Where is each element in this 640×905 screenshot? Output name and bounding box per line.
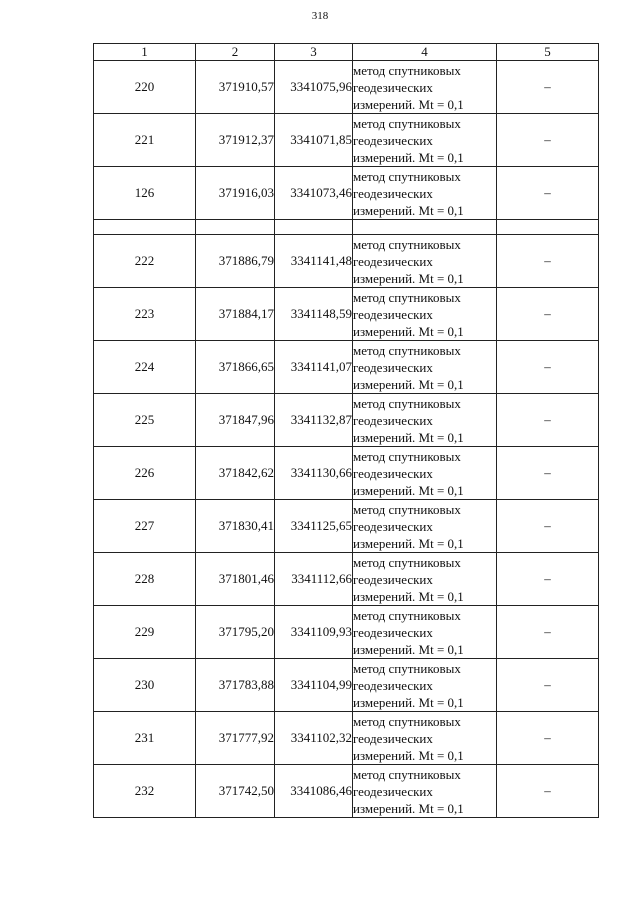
y-coordinate-cell: 3341109,93 bbox=[275, 606, 353, 659]
x-coordinate-cell: 371801,46 bbox=[196, 553, 275, 606]
blank-row bbox=[94, 220, 599, 235]
method-line: измерений. Mt = 0,1 bbox=[353, 694, 464, 710]
note-cell: – bbox=[497, 235, 599, 288]
point-number-cell: 223 bbox=[94, 288, 196, 341]
table-row bbox=[94, 553, 599, 606]
method-cell bbox=[353, 61, 497, 114]
x-coordinate-cell: 371842,62 bbox=[196, 447, 275, 500]
blank-cell bbox=[497, 220, 599, 235]
method-cell bbox=[353, 606, 497, 659]
method-line: измерений. Mt = 0,1 bbox=[353, 535, 464, 551]
header-cell-4: 4 bbox=[353, 44, 497, 61]
method-line: метод спутниковых bbox=[353, 289, 461, 305]
y-coordinate-cell: 3341073,46 bbox=[275, 167, 353, 220]
method-line: метод спутниковых bbox=[353, 236, 461, 252]
note-cell: – bbox=[497, 61, 599, 114]
x-coordinate-cell: 371866,65 bbox=[196, 341, 275, 394]
point-number-cell: 231 bbox=[94, 712, 196, 765]
point-number-cell: 224 bbox=[94, 341, 196, 394]
note-cell: – bbox=[497, 447, 599, 500]
method-line: измерений. Mt = 0,1 bbox=[353, 747, 464, 763]
method-line: измерений. Mt = 0,1 bbox=[353, 270, 464, 286]
method-cell bbox=[353, 394, 497, 447]
note-cell: – bbox=[497, 114, 599, 167]
x-coordinate-cell: 371795,20 bbox=[196, 606, 275, 659]
point-number-cell: 227 bbox=[94, 500, 196, 553]
point-number-cell: 225 bbox=[94, 394, 196, 447]
header-cell-1: 1 bbox=[94, 44, 196, 61]
note-cell: – bbox=[497, 341, 599, 394]
method-line: измерений. Mt = 0,1 bbox=[353, 376, 464, 392]
x-coordinate-cell: 371777,92 bbox=[196, 712, 275, 765]
table-row bbox=[94, 235, 599, 288]
method-line: геодезических bbox=[353, 677, 433, 693]
method-line: геодезических bbox=[353, 185, 433, 201]
header-row bbox=[94, 44, 599, 61]
method-line: геодезических bbox=[353, 306, 433, 322]
x-coordinate-cell: 371742,50 bbox=[196, 765, 275, 818]
note-cell: – bbox=[497, 288, 599, 341]
y-coordinate-cell: 3341132,87 bbox=[275, 394, 353, 447]
blank-cell bbox=[196, 220, 275, 235]
y-coordinate-cell: 3341148,59 bbox=[275, 288, 353, 341]
method-line: геодезических bbox=[353, 624, 433, 640]
blank-cell bbox=[94, 220, 196, 235]
y-coordinate-cell: 3341104,99 bbox=[275, 659, 353, 712]
method-line: геодезических bbox=[353, 465, 433, 481]
x-coordinate-cell: 371884,17 bbox=[196, 288, 275, 341]
table-row bbox=[94, 394, 599, 447]
x-coordinate-cell: 371847,96 bbox=[196, 394, 275, 447]
method-line: метод спутниковых bbox=[353, 713, 461, 729]
point-number-cell: 228 bbox=[94, 553, 196, 606]
method-cell bbox=[353, 341, 497, 394]
method-line: измерений. Mt = 0,1 bbox=[353, 149, 464, 165]
method-line: геодезических bbox=[353, 571, 433, 587]
header-cell-2: 2 bbox=[196, 44, 275, 61]
method-line: геодезических bbox=[353, 518, 433, 534]
note-cell: – bbox=[497, 553, 599, 606]
coordinates-table bbox=[93, 43, 599, 818]
method-line: метод спутниковых bbox=[353, 62, 461, 78]
y-coordinate-cell: 3341141,07 bbox=[275, 341, 353, 394]
method-line: метод спутниковых bbox=[353, 395, 461, 411]
method-line: геодезических bbox=[353, 359, 433, 375]
method-line: метод спутниковых bbox=[353, 342, 461, 358]
method-line: измерений. Mt = 0,1 bbox=[353, 800, 464, 816]
table-row bbox=[94, 500, 599, 553]
method-line: метод спутниковых bbox=[353, 766, 461, 782]
y-coordinate-cell: 3341125,65 bbox=[275, 500, 353, 553]
method-line: метод спутниковых bbox=[353, 168, 461, 184]
method-cell bbox=[353, 712, 497, 765]
method-cell bbox=[353, 167, 497, 220]
table-row bbox=[94, 447, 599, 500]
method-line: геодезических bbox=[353, 412, 433, 428]
point-number-cell: 221 bbox=[94, 114, 196, 167]
y-coordinate-cell: 3341141,48 bbox=[275, 235, 353, 288]
table-row bbox=[94, 659, 599, 712]
point-number-cell: 220 bbox=[94, 61, 196, 114]
method-line: измерений. Mt = 0,1 bbox=[353, 202, 464, 218]
method-cell bbox=[353, 235, 497, 288]
method-cell bbox=[353, 447, 497, 500]
x-coordinate-cell: 371916,03 bbox=[196, 167, 275, 220]
table-row bbox=[94, 167, 599, 220]
note-cell: – bbox=[497, 606, 599, 659]
table-row bbox=[94, 61, 599, 114]
method-line: геодезических bbox=[353, 253, 433, 269]
method-line: метод спутниковых bbox=[353, 501, 461, 517]
method-cell bbox=[353, 659, 497, 712]
method-line: метод спутниковых bbox=[353, 448, 461, 464]
point-number-cell: 222 bbox=[94, 235, 196, 288]
note-cell: – bbox=[497, 712, 599, 765]
method-line: измерений. Mt = 0,1 bbox=[353, 323, 464, 339]
method-line: метод спутниковых bbox=[353, 554, 461, 570]
method-cell bbox=[353, 288, 497, 341]
x-coordinate-cell: 371886,79 bbox=[196, 235, 275, 288]
page-number: 318 bbox=[311, 10, 329, 22]
method-line: измерений. Mt = 0,1 bbox=[353, 482, 464, 498]
y-coordinate-cell: 3341071,85 bbox=[275, 114, 353, 167]
point-number-cell: 126 bbox=[94, 167, 196, 220]
table-row bbox=[94, 288, 599, 341]
table-row bbox=[94, 341, 599, 394]
method-line: измерений. Mt = 0,1 bbox=[353, 588, 464, 604]
method-line: измерений. Mt = 0,1 bbox=[353, 96, 464, 112]
x-coordinate-cell: 371783,88 bbox=[196, 659, 275, 712]
method-line: геодезических bbox=[353, 783, 433, 799]
point-number-cell: 232 bbox=[94, 765, 196, 818]
method-line: геодезических bbox=[353, 730, 433, 746]
x-coordinate-cell: 371830,41 bbox=[196, 500, 275, 553]
header-cell-5: 5 bbox=[497, 44, 599, 61]
method-line: измерений. Mt = 0,1 bbox=[353, 429, 464, 445]
point-number-cell: 229 bbox=[94, 606, 196, 659]
method-line: геодезических bbox=[353, 132, 433, 148]
table-row bbox=[94, 765, 599, 818]
method-cell bbox=[353, 114, 497, 167]
blank-cell bbox=[275, 220, 353, 235]
note-cell: – bbox=[497, 765, 599, 818]
note-cell: – bbox=[497, 167, 599, 220]
blank-cell bbox=[353, 220, 497, 235]
method-line: метод спутниковых bbox=[353, 607, 461, 623]
y-coordinate-cell: 3341075,96 bbox=[275, 61, 353, 114]
point-number-cell: 230 bbox=[94, 659, 196, 712]
note-cell: – bbox=[497, 659, 599, 712]
y-coordinate-cell: 3341086,46 bbox=[275, 765, 353, 818]
header-cell-3: 3 bbox=[275, 44, 353, 61]
table-row bbox=[94, 712, 599, 765]
method-line: геодезических bbox=[353, 79, 433, 95]
note-cell: – bbox=[497, 394, 599, 447]
method-line: метод спутниковых bbox=[353, 660, 461, 676]
y-coordinate-cell: 3341130,66 bbox=[275, 447, 353, 500]
note-cell: – bbox=[497, 500, 599, 553]
x-coordinate-cell: 371912,37 bbox=[196, 114, 275, 167]
method-cell bbox=[353, 765, 497, 818]
point-number-cell: 226 bbox=[94, 447, 196, 500]
method-cell bbox=[353, 500, 497, 553]
table-row bbox=[94, 606, 599, 659]
method-line: метод спутниковых bbox=[353, 115, 461, 131]
x-coordinate-cell: 371910,57 bbox=[196, 61, 275, 114]
y-coordinate-cell: 3341102,32 bbox=[275, 712, 353, 765]
y-coordinate-cell: 3341112,66 bbox=[275, 553, 353, 606]
method-line: измерений. Mt = 0,1 bbox=[353, 641, 464, 657]
table-row bbox=[94, 114, 599, 167]
method-cell bbox=[353, 553, 497, 606]
